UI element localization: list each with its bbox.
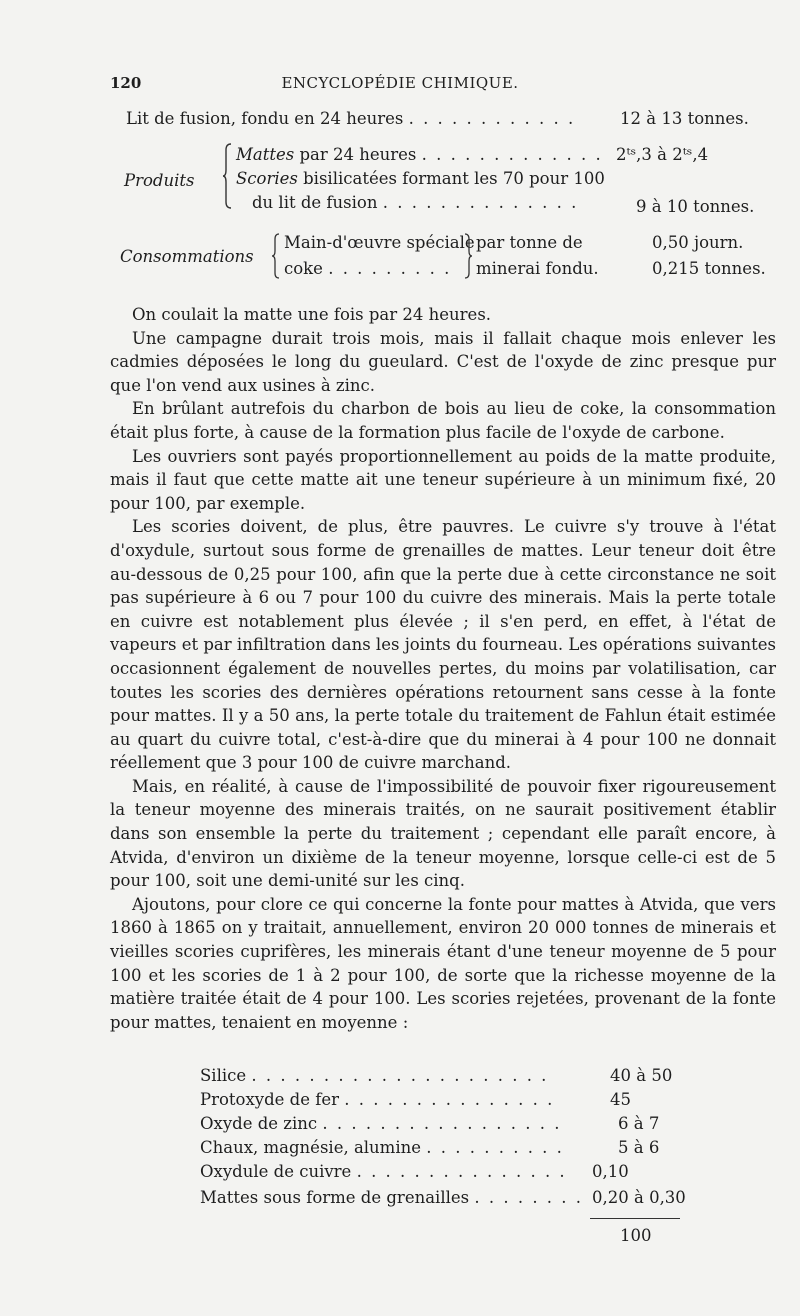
composition-value: 0,10 (592, 1162, 629, 1181)
mattes-rest: par 24 heures (294, 145, 417, 164)
total-rule (590, 1218, 680, 1219)
lit-text: Lit de fusion, fondu en 24 heures (126, 109, 404, 128)
consommations-label: Consommations (120, 247, 254, 266)
composition-value: 0,20 à 0,30 (592, 1188, 686, 1207)
running-title: ENCYCLOPÉDIE CHIMIQUE. (281, 74, 519, 92)
composition-value: 40 à 50 (610, 1066, 673, 1085)
scories-label: Scories (236, 169, 298, 188)
consommations-left-brace (272, 232, 280, 280)
composition-label: Oxyde de zinc (200, 1114, 318, 1133)
composition-dots: . . . . . . . . . . . . . . . . . (322, 1114, 562, 1133)
produits-brace (223, 142, 233, 210)
paragraph: Les ouvriers sont payés proportionnellement au poids de la matte produite, mais il faut que cette matte ait une teneur supérieure à un minimum fixé, 20 pour 100, par exemple. (110, 446, 776, 513)
composition-label: Chaux, magnésie, alumine (200, 1138, 422, 1157)
scories-line-2 (252, 192, 578, 214)
composition-label: Mattes sous forme de grenailles (200, 1188, 470, 1207)
body-text (110, 303, 776, 1034)
consommations-row1-value: 0,50 journ. (652, 233, 744, 252)
consommations-row2-dots: . . . . . . . . . (328, 259, 452, 278)
composition-label: Oxydule de cuivre (200, 1162, 352, 1181)
produits-label: Produits (124, 171, 195, 190)
composition-dots: . . . . . . . . . . . . . . . (344, 1090, 555, 1109)
composition-dots: . . . . . . . . . . (426, 1138, 564, 1157)
lit-line (126, 108, 575, 130)
consommations-row2-value: 0,215 tonnes. (652, 259, 766, 278)
composition-dots: . . . . . . . . . . . . . . . (356, 1162, 567, 1181)
composition-row (200, 1112, 690, 1136)
scories-dots: . . . . . . . . . . . . . . (382, 193, 579, 212)
composition-row (200, 1088, 690, 1112)
consommations-row1-left: Main-d'œuvre spéciale (284, 233, 475, 252)
mattes-value: 2ᵗˢ,3 à 2ᵗˢ,4 (616, 145, 709, 164)
composition-row (200, 1160, 690, 1184)
scories-line2-text: du lit de fusion (252, 193, 378, 212)
lit-dots: . . . . . . . . . . . . (408, 109, 576, 128)
composition-row (200, 1186, 690, 1210)
scories-line (236, 168, 605, 190)
composition-value: 6 à 7 (618, 1114, 660, 1133)
page-header (110, 74, 690, 96)
paragraph: Les scories doivent, de plus, être pauvres. Le cuivre s'y trouve à l'état d'oxydule, surtout sous forme de grenailles de mattes. Leur teneur doit être au-dessous de 0,25 pour 100, afin que la perte due à cette circonstance ne soit pas supérieure à 6 ou 7 pour 100 du cuivre des minerais. Mais la perte totale en cuivre est notablement plus élevée ; il s'en perd, en effet, à l'état de vapeurs et par infiltration dans les joints du fourneau. Les opérations suivantes occasionnent également de nouvelles pertes, du moins par volatilisation, car toutes les scories des dernières opérations retournent sans cesse à la fonte pour mattes. Il y a 50 ans, la perte totale du traitement de Fahlun était estimée au quart du cuivre total, c'est-à-dire que du minerai à 4 pour 100 ne donnait réellement que 3 pour 100 de cuivre marchand. (110, 517, 776, 773)
consommations-row1-mid: par tonne de (476, 233, 583, 252)
consommations-row2-mid: minerai fondu. (476, 259, 599, 278)
lit-value: 12 à 13 tonnes. (620, 109, 749, 128)
composition-value: 45 (610, 1090, 631, 1109)
composition-value: 5 à 6 (618, 1138, 660, 1157)
consommations-row2-left: coke (284, 259, 323, 278)
composition-total: 100 (620, 1226, 652, 1245)
paragraph: On coulait la matte une fois par 24 heures. (132, 305, 492, 324)
mattes-dots: . . . . . . . . . . . . . (421, 145, 603, 164)
composition-dots: . . . . . . . . (474, 1188, 584, 1207)
mattes-label: Mattes (236, 145, 295, 164)
composition-row (200, 1136, 690, 1160)
consommations-row2-line (284, 258, 451, 280)
composition-dots: . . . . . . . . . . . . . . . . . . . . . (251, 1066, 549, 1085)
composition-label: Silice (200, 1066, 247, 1085)
paragraph: Mais, en réalité, à cause de l'impossibilité de pouvoir fixer rigoureusement la teneur moyenne des minerais traités, on ne saurait positivement établir dans son ensemble la perte du traitement ; cependant elle paraît encore, à Atvida, d'environ un dixième de la teneur moyenne, lorsque celle-ci est de 5 pour 100, soit une demi-unité sur les cinq. (110, 776, 776, 891)
scories-value: 9 à 10 tonnes. (636, 197, 755, 216)
paragraph: En brûlant autrefois du charbon de bois au lieu de coke, la consommation était plus forte, à cause de la formation plus facile de l'oxyde de carbone. (110, 399, 776, 442)
composition-label: Protoxyde de fer (200, 1090, 340, 1109)
page-number: 120 (110, 74, 142, 92)
mattes-line (236, 144, 603, 166)
paragraph: Une campagne durait trois mois, mais il fallait chaque mois enlever les cadmies déposées le long du gueulard. C'est de l'oxyde de zinc presque pur que l'on vend aux usines à zinc. (110, 328, 776, 395)
paragraph: Ajoutons, pour clore ce qui concerne la fonte pour mattes à Atvida, que vers 1860 à 1865 on y traitait, annuellement, environ 20 000 tonnes de minerais et vieilles scories cuprifères, les minerais étant d'une teneur moyenne de 5 pour 100 et les scories de 1 à 2 pour 100, de sorte que la richesse moyenne de la matière traitée était de 4 pour 100. Les scories rejetées, provenant de la fonte pour mattes, tenaient en moyenne : (110, 894, 776, 1032)
consommations-right-brace (464, 232, 472, 280)
composition-row (200, 1064, 690, 1088)
scories-rest: bisilicatées formant les 70 pour 100 (297, 169, 605, 188)
